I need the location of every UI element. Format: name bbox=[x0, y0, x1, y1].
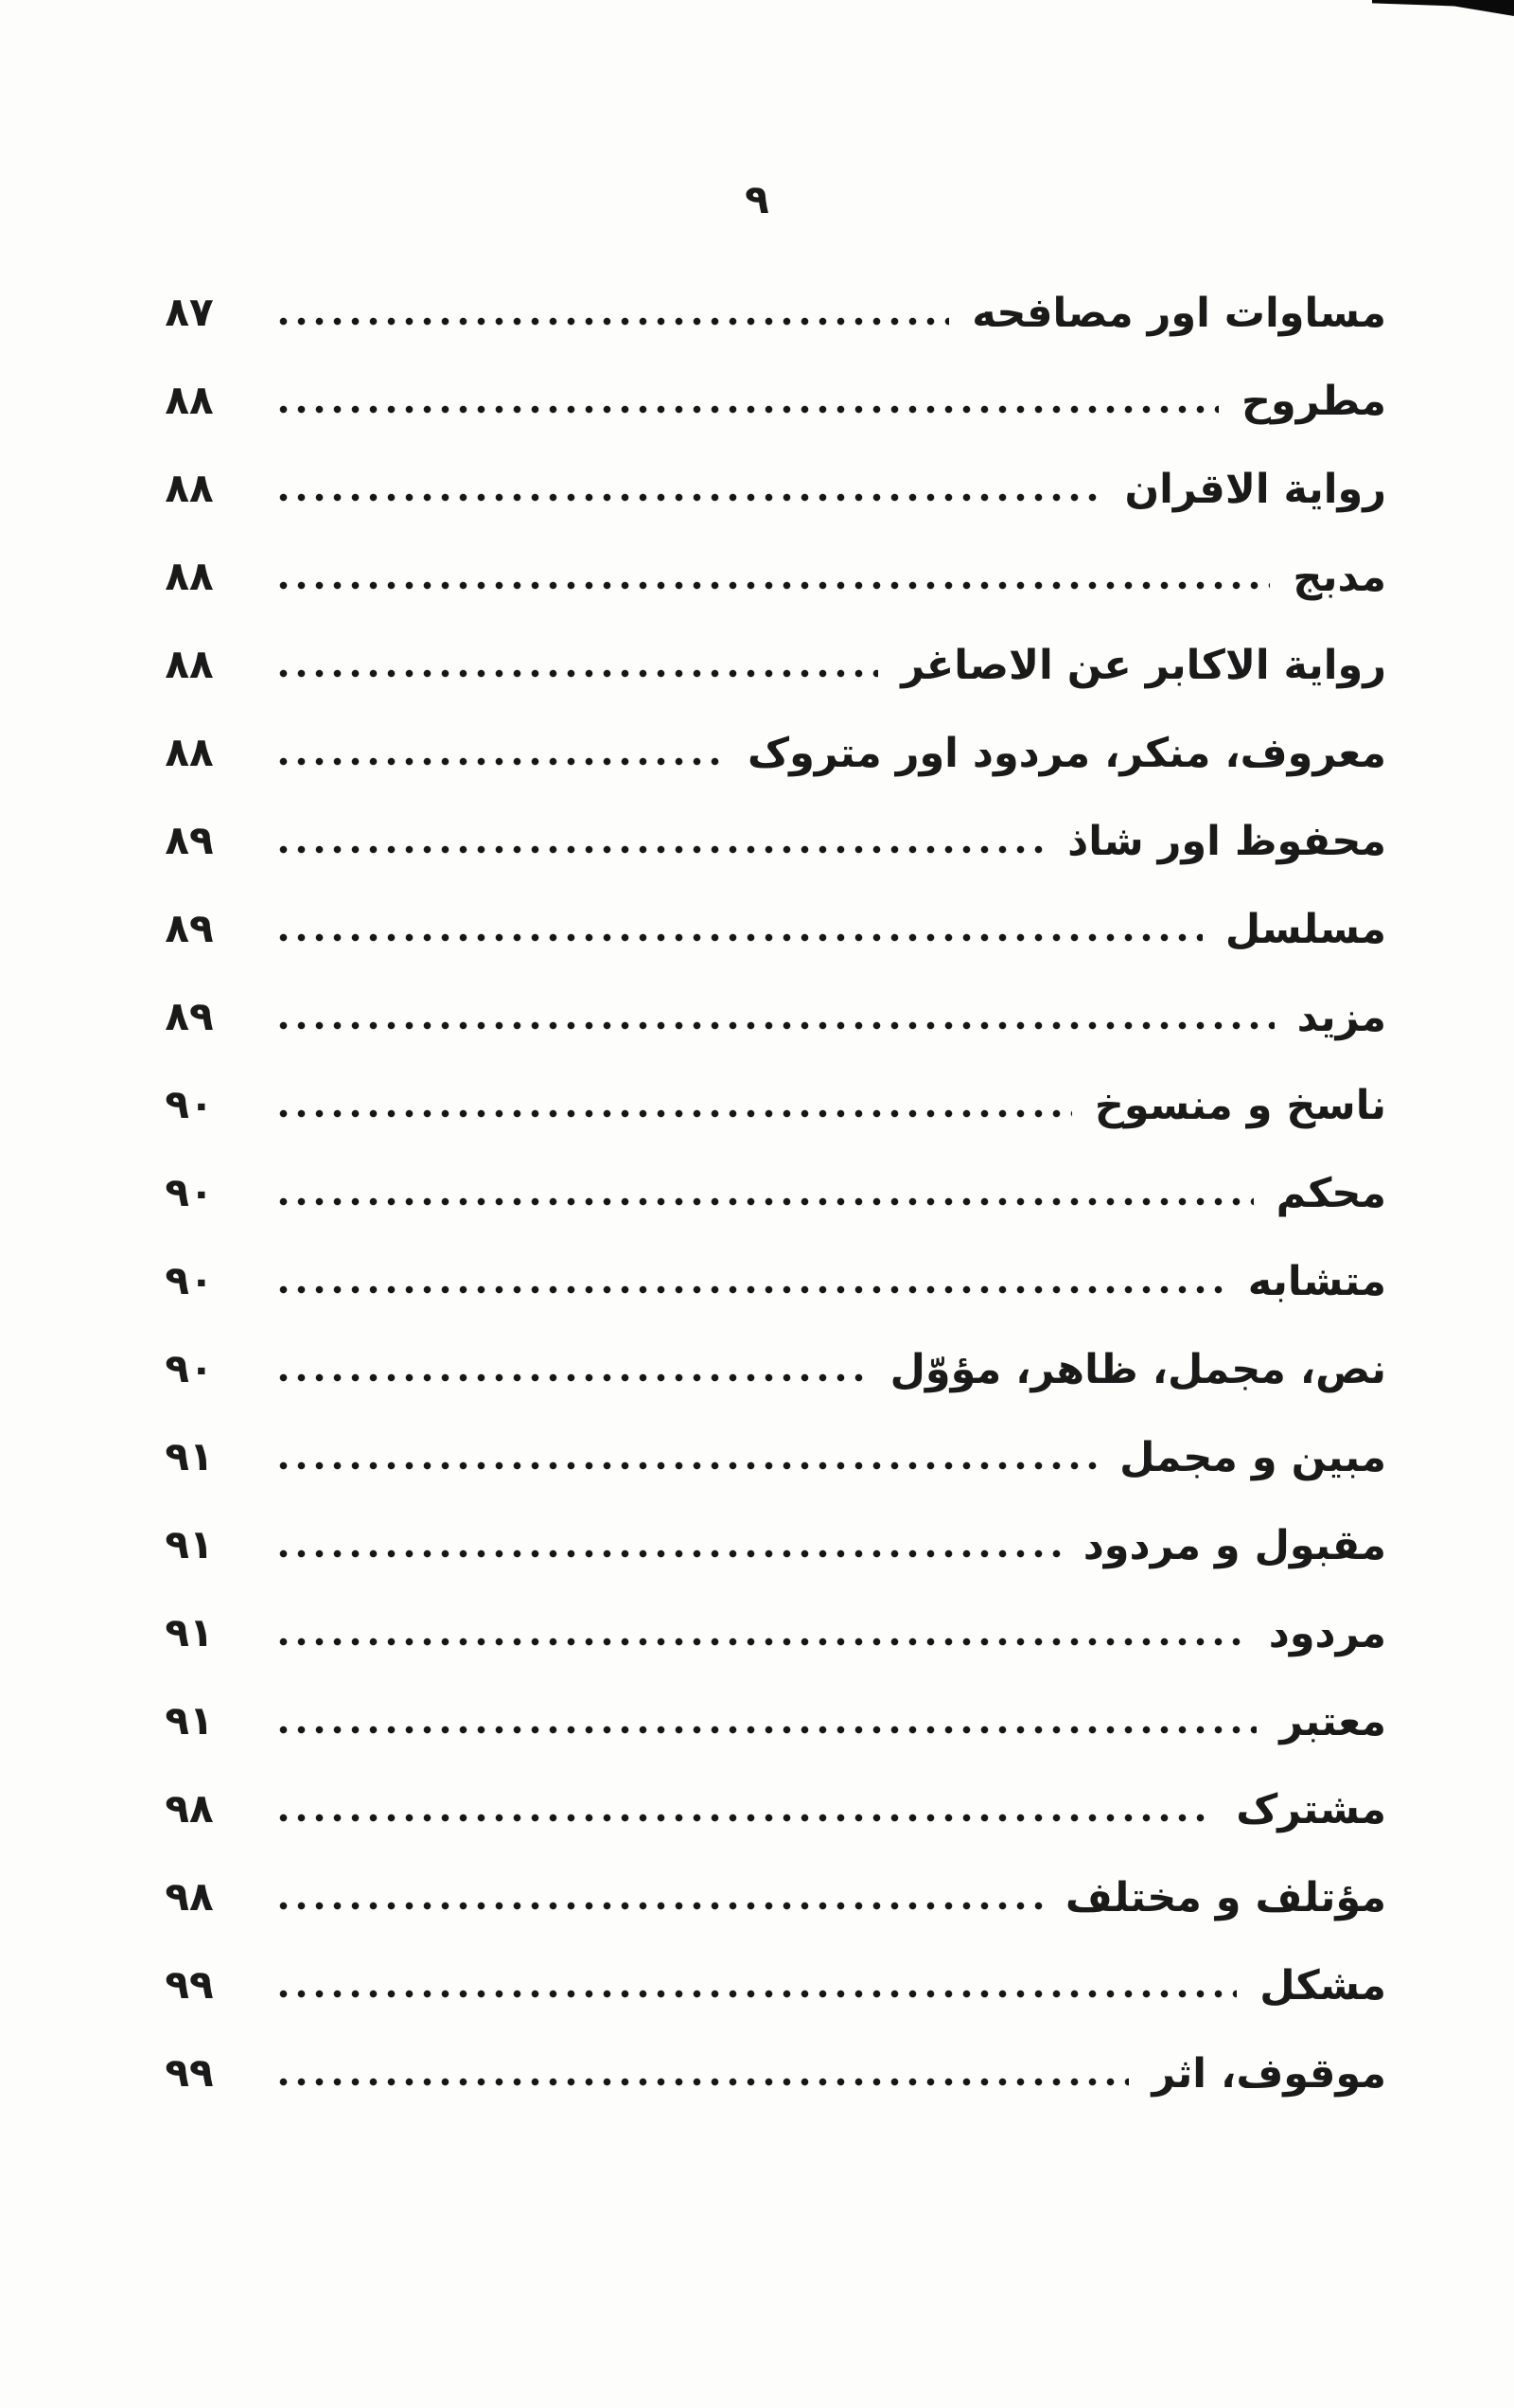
toc-entry-page-number: ۹۹ bbox=[165, 2049, 214, 2096]
toc-entry-title: مساوات اور مصافحه bbox=[972, 290, 1386, 338]
toc-entry-page-number: ۹۱ bbox=[165, 1697, 214, 1744]
dotted-leader bbox=[279, 845, 1045, 854]
toc-entry-page-number: ۹۰ bbox=[165, 1081, 214, 1127]
toc-entry-page-number: ۹۸ bbox=[165, 1873, 214, 1920]
dotted-leader bbox=[279, 1814, 1213, 1822]
toc-row bbox=[99, 1748, 1386, 1836]
toc-row bbox=[99, 1396, 1386, 1484]
toc-entry-page-number: ۹۰ bbox=[165, 1169, 214, 1215]
toc-entry-title: مردود bbox=[1268, 1610, 1386, 1658]
toc-entry-title: مزید bbox=[1296, 994, 1386, 1042]
dotted-leader bbox=[279, 1549, 1061, 1558]
dotted-leader bbox=[279, 1197, 1254, 1206]
toc-row bbox=[99, 780, 1386, 868]
dotted-leader bbox=[279, 581, 1270, 590]
toc-entry-title: متشابه bbox=[1247, 1258, 1386, 1306]
toc-row bbox=[99, 1308, 1386, 1396]
toc-entry-page-number: ۹۸ bbox=[165, 1785, 214, 1832]
toc-entry-page-number: ۹۰ bbox=[165, 1345, 214, 1391]
toc-entry-title: روایة الاقران bbox=[1124, 466, 1386, 514]
toc-entry-title: مقبول و مردود bbox=[1083, 1522, 1386, 1570]
toc-entry-page-number: ۹۹ bbox=[165, 1961, 214, 2008]
dotted-leader bbox=[279, 2078, 1129, 2086]
toc-entry-title: موقوف، اثر bbox=[1152, 2050, 1386, 2098]
dotted-leader bbox=[279, 1109, 1072, 1118]
toc-row bbox=[99, 1660, 1386, 1748]
dotted-leader bbox=[279, 757, 725, 766]
toc-entry-title: مبین و مجمل bbox=[1119, 1434, 1386, 1482]
page-header-number: ۹ bbox=[745, 176, 769, 222]
toc-entry-page-number: ۹۱ bbox=[165, 1609, 214, 1656]
dotted-leader bbox=[279, 405, 1219, 414]
toc-row bbox=[99, 2012, 1386, 2100]
dotted-leader bbox=[279, 1902, 1043, 1910]
toc-row bbox=[99, 1220, 1386, 1308]
toc-entry-title: مشترک bbox=[1236, 1786, 1386, 1834]
table-of-contents bbox=[0, 252, 1514, 2100]
toc-entry-page-number: ۸۸ bbox=[165, 553, 214, 599]
toc-entry-page-number: ۸۹ bbox=[165, 905, 214, 951]
toc-entry-title: مؤتلف و مختلف bbox=[1065, 1874, 1386, 1922]
toc-entry-title: معروف، منکر، مردود اور متروک bbox=[748, 730, 1386, 778]
dotted-leader bbox=[279, 1373, 868, 1382]
page-corner-scan-artifact bbox=[1372, 0, 1514, 16]
toc-row bbox=[99, 604, 1386, 692]
toc-entry-title: محفوظ اور شاذ bbox=[1067, 818, 1386, 866]
toc-row bbox=[99, 1836, 1386, 1924]
dotted-leader bbox=[279, 1638, 1246, 1646]
toc-row bbox=[99, 956, 1386, 1044]
toc-entry-page-number: ۸۸ bbox=[165, 641, 214, 687]
toc-entry-title: روایة الاکابر عن الاصاغر bbox=[901, 642, 1386, 690]
toc-entry-title: مسلسل bbox=[1224, 906, 1386, 954]
toc-row bbox=[99, 1044, 1386, 1132]
toc-entry-page-number: ۸۸ bbox=[165, 465, 214, 511]
dotted-leader bbox=[279, 1990, 1237, 1998]
dotted-leader bbox=[279, 317, 949, 326]
dotted-leader bbox=[279, 1461, 1097, 1470]
toc-entry-title: مشکل bbox=[1259, 1962, 1386, 2010]
dotted-leader bbox=[279, 1285, 1225, 1294]
toc-entry-page-number: ۹۰ bbox=[165, 1257, 214, 1303]
dotted-leader bbox=[279, 669, 878, 678]
toc-entry-title: محکم bbox=[1276, 1170, 1386, 1218]
toc-row bbox=[99, 1924, 1386, 2012]
dotted-leader bbox=[279, 493, 1101, 502]
dotted-leader bbox=[279, 1726, 1257, 1734]
toc-row bbox=[99, 1572, 1386, 1660]
toc-entry-title: مطروح bbox=[1241, 378, 1386, 426]
toc-row bbox=[99, 516, 1386, 604]
toc-entry-page-number: ۸۷ bbox=[165, 289, 214, 335]
dotted-leader bbox=[279, 933, 1203, 942]
toc-row bbox=[99, 252, 1386, 340]
toc-entry-page-number: ۸۹ bbox=[165, 817, 214, 863]
toc-entry-page-number: ۸۸ bbox=[165, 377, 214, 423]
toc-entry-title: نص، مجمل، ظاهر، مؤوّل bbox=[889, 1346, 1386, 1394]
toc-row bbox=[99, 692, 1386, 780]
toc-row bbox=[99, 1484, 1386, 1572]
toc-entry-title: معتبر bbox=[1279, 1698, 1386, 1746]
toc-row bbox=[99, 868, 1386, 956]
toc-entry-title: ناسخ و منسوخ bbox=[1094, 1082, 1386, 1130]
toc-entry-page-number: ۹۱ bbox=[165, 1521, 214, 1567]
toc-row bbox=[99, 428, 1386, 516]
dotted-leader bbox=[279, 1021, 1275, 1030]
toc-entry-page-number: ۹۱ bbox=[165, 1433, 214, 1479]
toc-row bbox=[99, 340, 1386, 428]
toc-row bbox=[99, 1132, 1386, 1220]
toc-entry-page-number: ۸۸ bbox=[165, 729, 214, 775]
toc-entry-page-number: ۸۹ bbox=[165, 993, 214, 1039]
toc-entry-title: مدبج bbox=[1293, 554, 1386, 602]
